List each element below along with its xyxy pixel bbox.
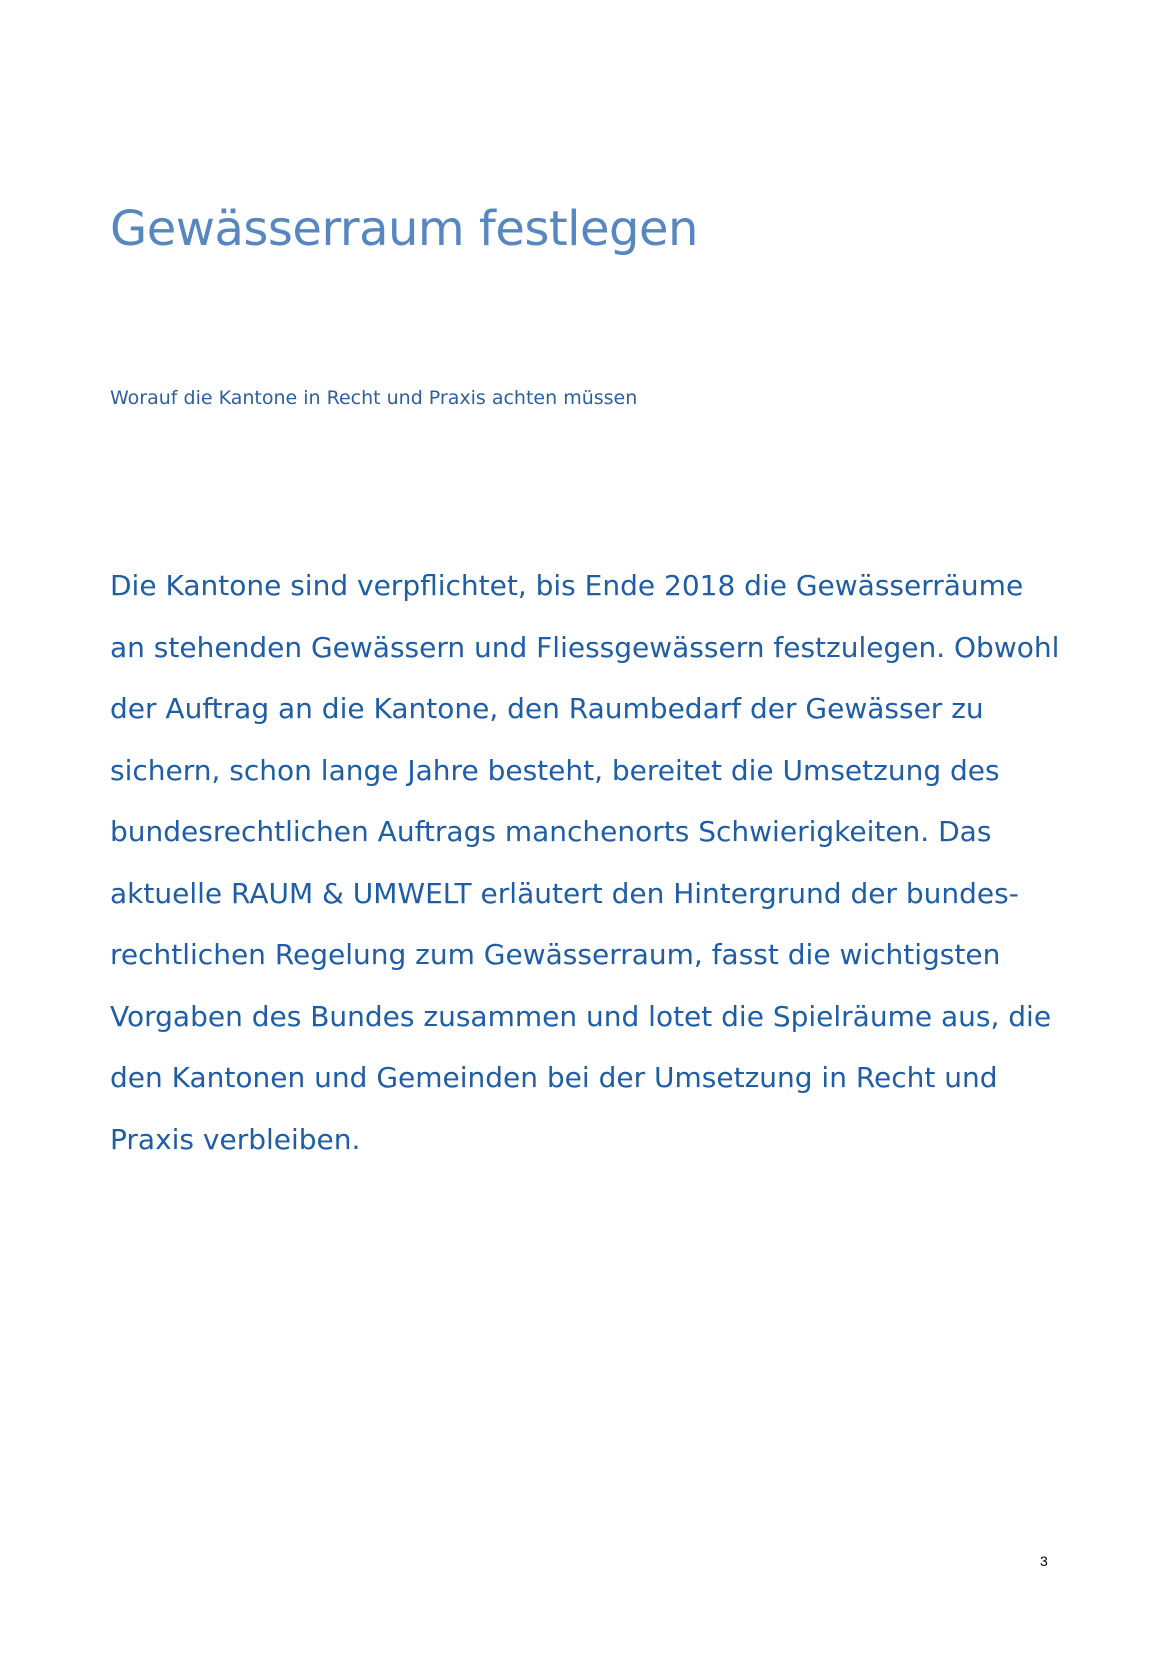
lead-line: Die Kantone sind verpflichtet, bis Ende 2018 die Gewässerräume: [110, 569, 1024, 602]
lead-line: rechtlichen Regelung zum Gewässerraum, fasst die wichtigsten: [110, 938, 1001, 971]
lead-line: Praxis verbleiben.: [110, 1122, 361, 1156]
lead-line: der Auftrag an die Kantone, den Raumbedarf der Gewässer zu: [110, 692, 984, 725]
page-number: 3: [1040, 1553, 1048, 1569]
lead-line: bundesrechtlichen Auftrags manchenorts Schwierigkeiten. Das: [110, 815, 992, 848]
lead-line: aktuelle RAUM & UMWELT erläutert den Hintergrund der bundes-: [110, 876, 1019, 910]
page-subtitle: Worauf die Kantone in Recht und Praxis achten müssen: [110, 387, 638, 409]
lead-line: an stehenden Gewässern und Fliessgewässern festzulegen. Obwohl: [110, 630, 1060, 664]
lead-line: den Kantonen und Gemeinden bei der Umsetzung in Recht und: [110, 1061, 998, 1094]
lead-paragraph: [110, 555, 1070, 1170]
lead-line: Vorgaben des Bundes zusammen und lotet die Spielräume aus, die: [110, 999, 1052, 1033]
page-title: Gewässerraum festlegen: [110, 201, 698, 257]
lead-line: sichern, schon lange Jahre besteht, bereitet die Umsetzung des: [110, 753, 1000, 787]
